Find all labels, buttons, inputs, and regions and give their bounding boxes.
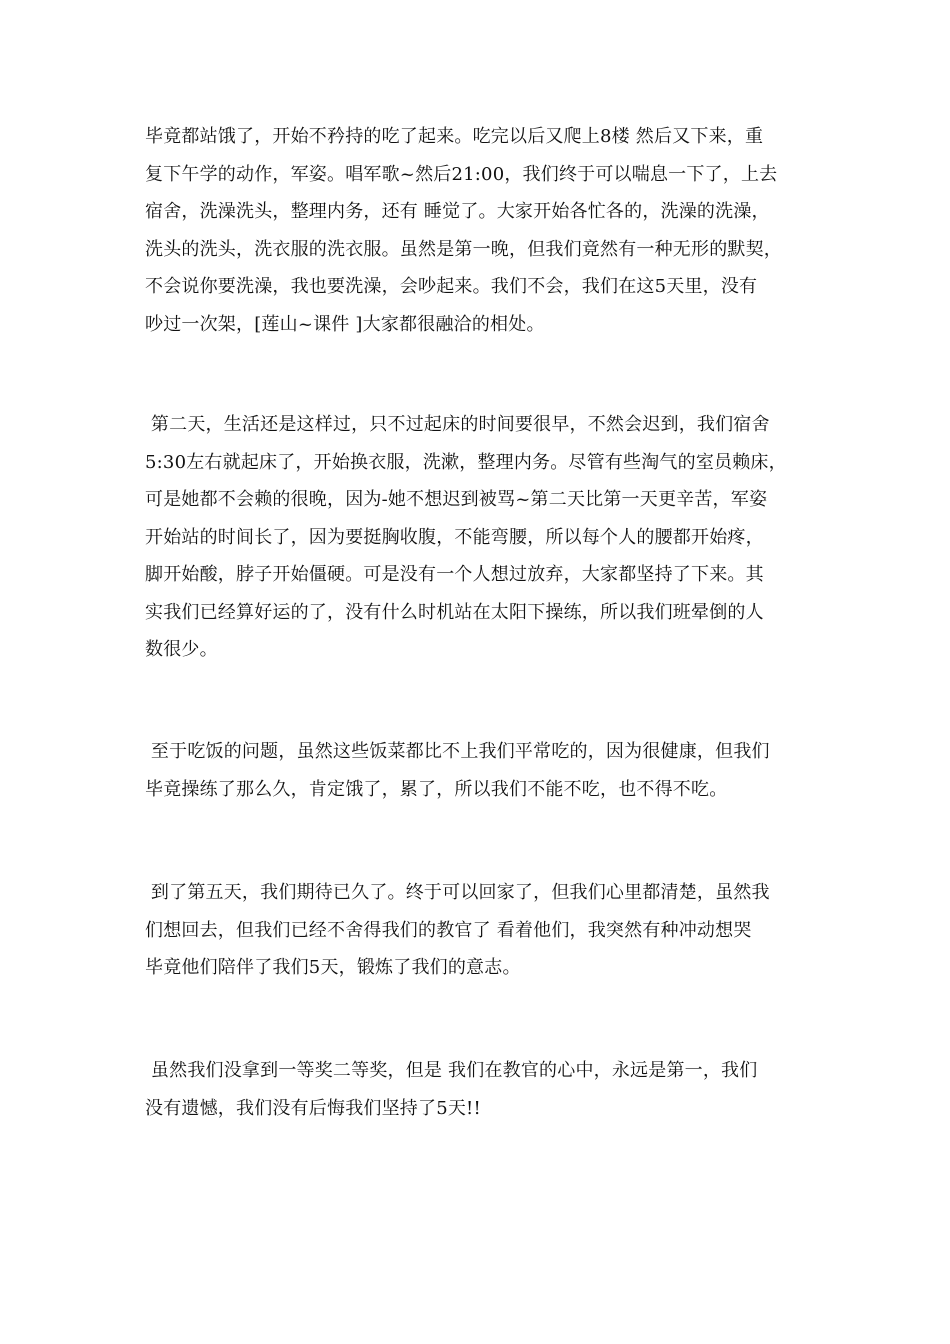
paragraph-line: 开始站的时间长了，因为要挺胸收腹，不能弯腰，所以每个人的腰都开始疼， bbox=[145, 526, 764, 548]
paragraph-line: 数很少。 bbox=[145, 639, 218, 660]
paragraph-line: 毕竟他们陪伴了我们5天，锻炼了我们的意志。 bbox=[145, 957, 521, 978]
paragraph-line: 5:30左右就起床了，开始换衣服，洗漱，整理内务。尽管有些淘气的室员赖床， bbox=[145, 451, 787, 473]
paragraph-3 bbox=[145, 733, 815, 808]
paragraph-line: 虽然我们没拿到一等奖二等奖，但是 我们在教官的心中，永远是第一，我们 bbox=[145, 1060, 758, 1081]
paragraph-line: 到了第五天，我们期待已久了。终于可以回家了，但我们心里都清楚，虽然我 bbox=[145, 882, 770, 903]
paragraph-line: 毕竟都站饿了，开始不矜持的吃了起来。吃完以后又爬上8楼 然后又下来，重 bbox=[145, 126, 764, 147]
paragraph-line: 脚开始酸，脖子开始僵硬。可是没有一个人想过放弃，大家都坚持了下来。其 bbox=[145, 564, 764, 585]
paragraph-line: 至于吃饭的问题，虽然这些饭菜都比不上我们平常吃的，因为很健康，但我们 bbox=[145, 741, 770, 762]
paragraph-line: 复下午学的动作，军姿。唱军歌~然后21:00，我们终于可以喘息一下了，上去 bbox=[145, 163, 778, 185]
paragraph-line: 洗头的洗头，洗衣服的洗衣服。虽然是第一晚，但我们竟然有一种无形的默契， bbox=[145, 238, 782, 260]
paragraph-line: 第二天，生活还是这样过，只不过起床的时间要很早，不然会迟到，我们宿舍 bbox=[145, 414, 770, 435]
paragraph-line: 可是她都不会赖的很晚，因为-她不想迟到被骂~第二天比第一天更辛苦，军姿 bbox=[145, 489, 768, 510]
paragraph-line: 们想回去，但我们已经不舍得我们的教官了 看着他们，我突然有种冲动想哭 bbox=[145, 919, 752, 941]
paragraph-line: 毕竟操练了那么久，肯定饿了，累了，所以我们不能不吃，也不得不吃。 bbox=[145, 778, 728, 800]
paragraph-line: 吵过一次架，[莲山~课件 ]大家都很融洽的相处。 bbox=[145, 313, 545, 335]
paragraph-1 bbox=[145, 118, 815, 343]
paragraph-line: 实我们已经算好运的了，没有什么时机站在太阳下操练，所以我们班晕倒的人 bbox=[145, 601, 764, 623]
paragraph-line: 宿舍，洗澡洗头，整理内务，还有 睡觉了。大家开始各忙各的，洗澡的洗澡， bbox=[145, 201, 770, 222]
paragraph-4 bbox=[145, 874, 815, 987]
paragraph-2 bbox=[145, 406, 815, 669]
paragraph-5 bbox=[145, 1052, 815, 1127]
paragraph-line: 没有遗憾，我们没有后悔我们坚持了5天!! bbox=[145, 1097, 481, 1119]
paragraph-line: 不会说你要洗澡，我也要洗澡，会吵起来。我们不会，我们在这5天里，没有 bbox=[145, 276, 758, 297]
